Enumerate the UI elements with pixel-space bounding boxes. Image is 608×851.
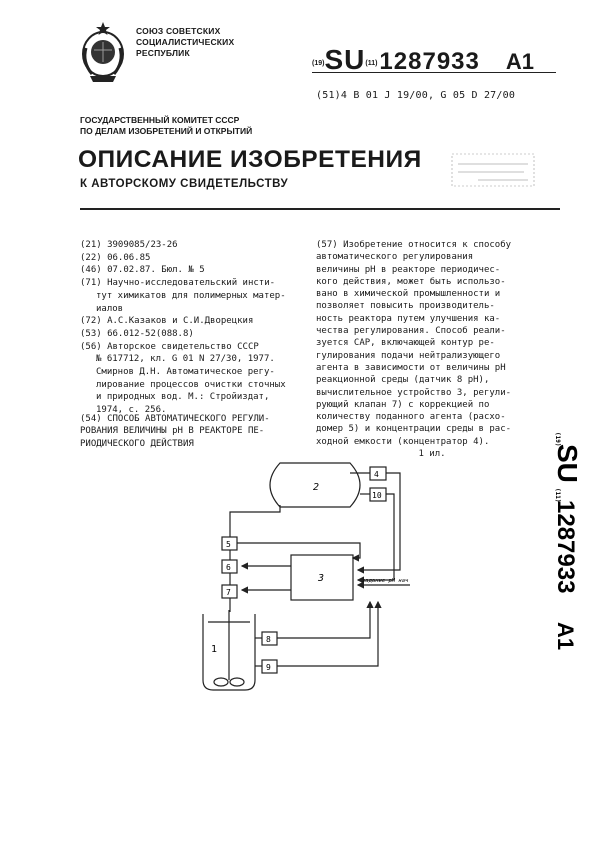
- abstract-line: 1 ил.: [418, 449, 446, 460]
- committee-line: ГОСУДАРСТВЕННЫЙ КОМИТЕТ СССР: [80, 115, 240, 125]
- tank-label: 2: [313, 482, 320, 493]
- abstract-line: ность реактора путем улучшения ка-: [316, 313, 501, 324]
- committee-line: ПО ДЕЛАМ ИЗОБРЕТЕНИЙ И ОТКРЫТИЙ: [80, 126, 253, 136]
- abstract: [316, 239, 548, 460]
- biblio-line: и природных вод. М.: Стройиздат,: [96, 392, 270, 403]
- abstract-line: вычислительное устройство 3, регули-: [316, 387, 512, 398]
- biblio-line: (21) 3909085/23-26: [80, 240, 178, 250]
- biblio-line: (22) 06.06.85: [80, 252, 151, 263]
- biblio-line: лирование процессов очистки сточных: [96, 379, 286, 390]
- abstract-line: автоматического регулирования: [316, 252, 474, 263]
- box-9-label: 9: [266, 663, 271, 672]
- abstract-line: домер 5) и концентрации среды в рас-: [316, 424, 512, 435]
- biblio-line: тут химикатов для полимерных матер-: [96, 290, 286, 301]
- title-rule: [80, 208, 560, 210]
- org-line: СОЦИАЛИСТИЧЕСКИХ: [136, 37, 235, 47]
- line-9-to-computer: [277, 602, 378, 666]
- biblio-line: (46) 07.02.87. Бюл. № 5: [80, 265, 205, 276]
- patent-number: 1287933: [379, 48, 480, 75]
- setpoint-label: задание pH нач: [362, 578, 409, 584]
- ussr-emblem: [78, 18, 128, 84]
- organization-name: [136, 26, 234, 59]
- box-5-label: 5: [226, 540, 231, 549]
- org-line: РЕСПУБЛИК: [136, 48, 190, 58]
- kind-code: A1: [505, 49, 534, 74]
- invention-title-line: РИОДИЧЕСКОГО ДЕЙСТВИЯ: [80, 438, 194, 449]
- process-diagram: [190, 455, 430, 710]
- abstract-line: (57) Изобретение относится к способу: [316, 240, 512, 250]
- bibliographic-data: [80, 239, 294, 417]
- biblio-line: (56) Авторское свидетельство СССР: [80, 341, 259, 352]
- box-10-label: 10: [372, 491, 382, 500]
- abstract-line: гулирования подачи нейтрализующего: [316, 350, 501, 361]
- agitator-blade-right: [230, 678, 244, 686]
- agitator-blade-left: [214, 678, 228, 686]
- biblio-line: Смирнов Д.Н. Автоматическое регу-: [96, 367, 275, 378]
- biblio-line: (71) Научно-исследовательский инсти-: [80, 278, 276, 289]
- reactor-label: 1: [211, 644, 218, 655]
- abstract-line: величины pH в реакторе периодичес-: [316, 264, 501, 275]
- biblio-line: № 617712, кл. G 01 N 27/30, 1977.: [96, 354, 275, 365]
- line-10-to-computer: [358, 494, 394, 580]
- abstract-line: вано в химической промышленности и: [316, 289, 501, 300]
- num-prefix: (11): [365, 60, 378, 67]
- header-rule: [312, 72, 556, 73]
- biblio-line: 1974, с. 256.: [96, 405, 167, 416]
- vertical-prefix-11: (11): [554, 488, 561, 503]
- pub-prefix: (19): [312, 60, 325, 67]
- ipc-classification: (51)4 B 01 J 19/00, G 05 D 27/00: [316, 90, 516, 101]
- biblio-line: (53) 66.012-52(088.8): [80, 328, 194, 339]
- invention-title-line: РОВАНИЯ ВЕЛИЧИНЫ pH В РЕАКТОРЕ ПЕ-: [80, 426, 265, 437]
- invention-title-line: (54) СПОСОБ АВТОМАТИЧЕСКОГО РЕГУЛИ-: [80, 414, 270, 424]
- computer-label: 3: [318, 573, 325, 584]
- biblio-line: иалов: [96, 303, 124, 314]
- org-line: СОЮЗ СОВЕТСКИХ: [136, 26, 221, 36]
- abstract-line: кого действия, может быть использо-: [316, 276, 506, 287]
- abstract-line: чества регулирования. Способ реали-: [316, 326, 506, 337]
- document-subtitle: К АВТОРСКОМУ СВИДЕТЕЛЬСТВУ: [80, 178, 289, 190]
- biblio-line: (72) А.С.Казаков и С.И.Дворецкия: [80, 316, 254, 327]
- invention-title: [80, 413, 270, 450]
- abstract-line: зуется САР, включающей контур ре-: [316, 338, 495, 349]
- library-stamp: [448, 150, 538, 190]
- document-title: ОПИСАНИЕ ИЗОБРЕТЕНИЯ: [78, 146, 422, 173]
- abstract-line: позволяет повысить производитель-: [316, 301, 495, 312]
- vertical-number: 1287933: [552, 500, 579, 594]
- vertical-kind: A1: [553, 622, 578, 651]
- abstract-line: ходной емкости (концентратор 4).: [316, 436, 490, 447]
- committee-name: [80, 115, 252, 137]
- country-code: SU: [324, 44, 366, 75]
- vertical-prefix-19: (19): [554, 432, 561, 447]
- abstract-line: агента в зависимости от величины pH: [316, 362, 506, 373]
- abstract-line: количеству поданного агента (расхо-: [316, 412, 506, 423]
- line-8-to-computer: [277, 602, 370, 638]
- diagram-svg: [190, 455, 430, 710]
- vertical-patent-number: [548, 430, 584, 660]
- box-8-label: 8: [266, 635, 271, 644]
- abstract-line: рующий клапан 7) с коррекцией по: [316, 399, 490, 410]
- box-4-label: 4: [374, 470, 379, 479]
- box-6-label: 6: [226, 563, 231, 572]
- box-7-label: 7: [226, 588, 231, 597]
- abstract-line: реакционной среды (датчик 8 pH),: [316, 375, 490, 386]
- vertical-country: SU: [552, 444, 583, 483]
